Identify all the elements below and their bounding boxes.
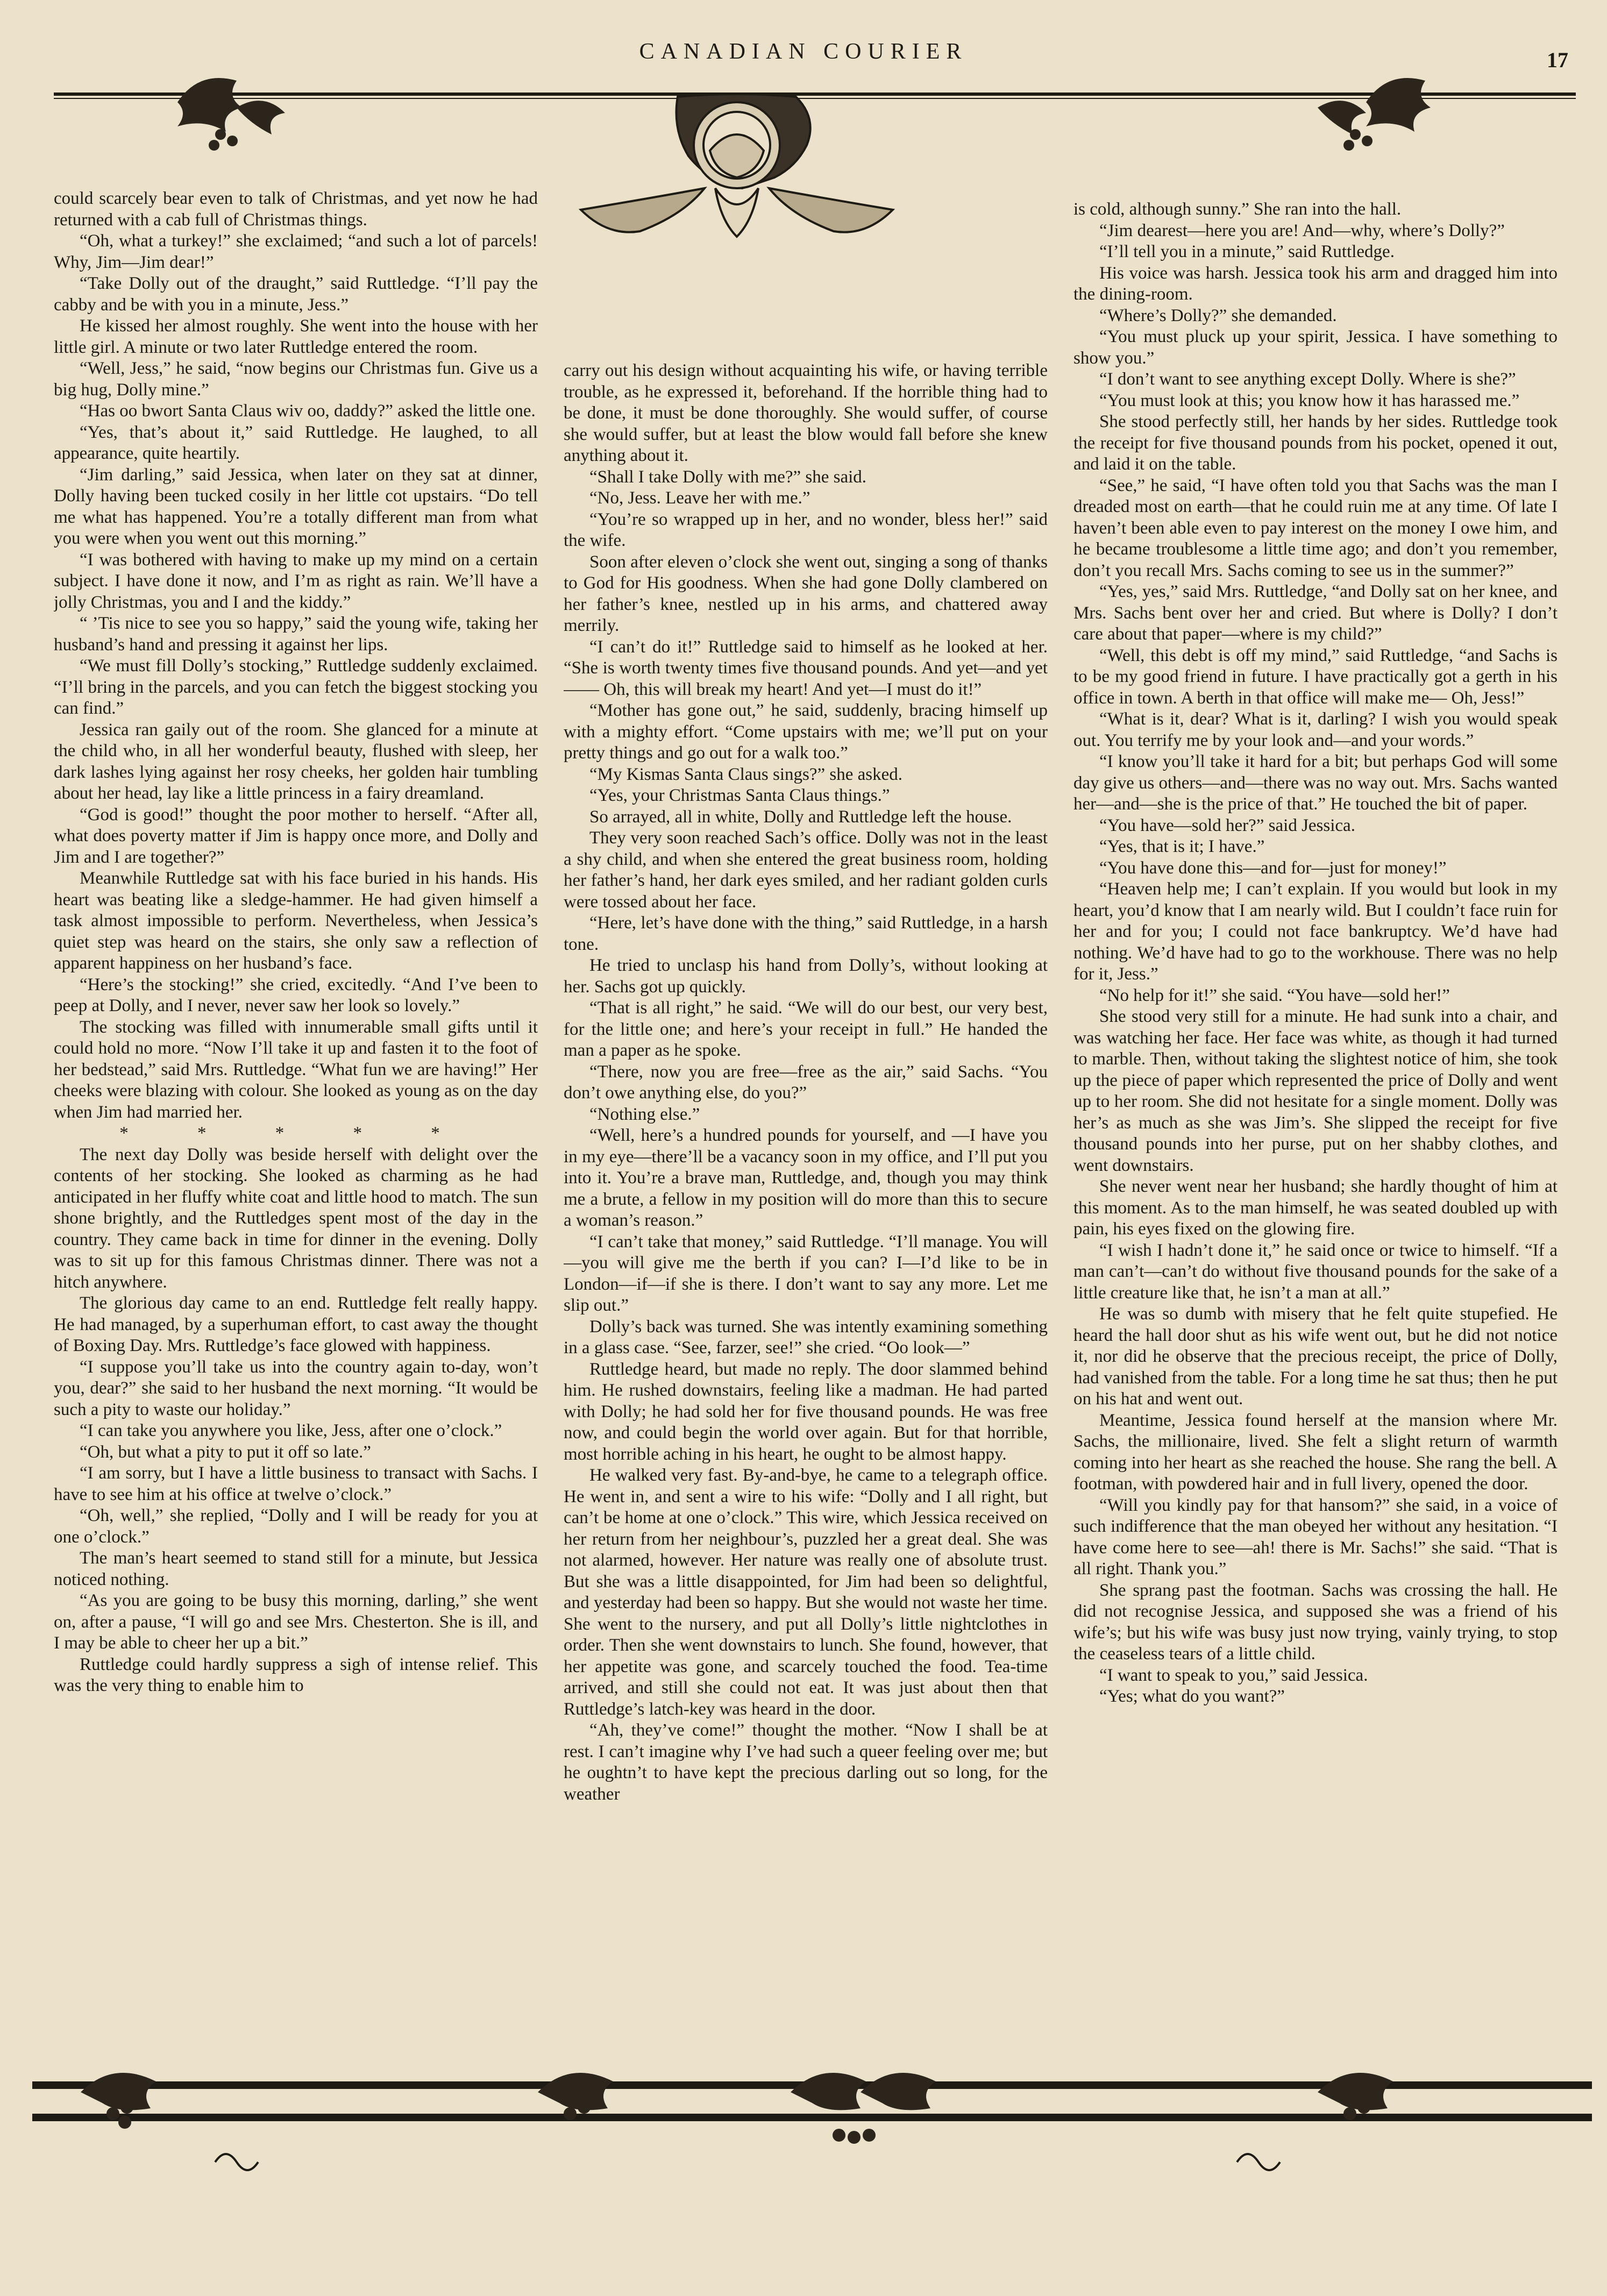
masthead: CANADIAN COURIER xyxy=(639,39,968,64)
paragraph: “I can’t do it!” Ruttledge said to himself as he looked at her. “She is worth twenty times five thousand pounds. And yet—and yet—— Oh, this will break my heart! And yet—I must do it!” xyxy=(564,637,1048,699)
paragraph: “You must look at this; you know how it has harassed me.” xyxy=(1099,390,1520,410)
page-number: 17 xyxy=(1547,48,1568,72)
paragraph: “Heaven help me; I can’t explain. If you would but look in my heart, you’d know that I am nearly wild. But I couldn’t face ruin for her and for you; I could not face bankruptcy. We’d have had nothing. We’d have had to go to the workhouse. There was no help for it, Jess.” xyxy=(1073,879,1558,984)
paragraph: She never went near her husband; she hardly thought of him at this moment. As to the man himself, he was seated doubled up with pain, his eyes fixed on the glowing fire. xyxy=(1073,1177,1558,1239)
paragraph: “There, now you are free—free as the air,” said Sachs. “You don’t owe anything else, do you?” xyxy=(564,1062,1048,1103)
paragraph: “What is it, dear? What is it, darling? I wish you would speak out. You terrify me by your look and—and your words.” xyxy=(1073,709,1558,750)
paragraph: “No, Jess. Leave her with me.” xyxy=(589,488,810,508)
paragraph: “Where’s Dolly?” she demanded. xyxy=(1099,305,1337,325)
paragraph: “Yes, that is it; I have.” xyxy=(1099,837,1265,856)
paragraph: “Here’s the stocking!” she cried, excitedly. “And I’ve been to peep at Dolly, and I never, never saw her look so lovely.” xyxy=(54,975,538,1015)
paragraph: “I don’t want to see anything except Dolly. Where is she?” xyxy=(1099,369,1516,389)
paragraph: So arrayed, all in white, Dolly and Ruttledge left the house. xyxy=(589,807,1012,827)
paragraph: They very soon reached Sach’s office. Dolly was not in the least a shy child, and when she entered the great business room, holding her father’s hand, her dark eyes smiled, and her radiant golden curls were tossed about her face. xyxy=(564,828,1048,912)
paragraph: “Well, this debt is off my mind,” said Ruttledge, “and Sachs is to be my good friend in future. I have practically got a gerth in his office in town. A berth in that office will make me— Oh, Jess!” xyxy=(1073,645,1558,708)
paragraph: He tried to unclasp his hand from Dolly’s, without looking at her. Sachs got up quickly. xyxy=(564,956,1048,997)
paragraph: “ ’Tis nice to see you so happy,” said the young wife, taking her husband’s hand and pressing it against her lips. xyxy=(54,614,538,655)
paragraph: “Will you kindly pay for that hansom?” she said, in a voice of such indifference that the man obeyed her without any hesitation. “I have come here to see—ah! there is Mr. Sachs!” she said. “That is all right. Thank you.” xyxy=(1073,1495,1558,1579)
holly-left-icon xyxy=(177,78,285,151)
paragraph: “I can’t take that money,” said Ruttledge. “I’ll manage. You will—you will give me the berth if you can? I—I’d like to be in London—if—if she is there. I don’t want to say any more. Let me slip out.” xyxy=(564,1232,1048,1315)
paragraph: is cold, although sunny.” She ran into the hall. xyxy=(1073,200,1402,219)
paragraph: Jessica ran gaily out of the room. She glanced for a minute at the child who, in all her wonderful beauty, flushed with sleep, her dark lashes lying against her rosy cheeks, her golden hair tumbling about her head, lay like a little princess in a fairy dreamland. xyxy=(54,720,538,803)
paragraph: “Oh, well,” she replied, “Dolly and I will be ready for you at one o’clock.” xyxy=(54,1506,538,1547)
paragraph: “You’re so wrapped up in her, and no wonder, bless her!” said the wife. xyxy=(564,509,1048,550)
paragraph: “Oh, but what a pity to put it off so late.” xyxy=(80,1442,371,1462)
paragraph: The glorious day came to an end. Ruttledge felt really happy. He had managed, by a superhuman effort, to cast away the thought of Boxing Day. Mrs. Ruttledge’s face glowed with happiness. xyxy=(54,1293,538,1355)
paragraph: His voice was harsh. Jessica took his arm and dragged him into the dining-room. xyxy=(1073,263,1558,304)
paragraph: “I know you’ll take it hard for a bit; but perhaps God will some day give us others—and—there was no way out. Mrs. Sachs wanted her—and—she is the price of that.” He touched the bit of paper. xyxy=(1073,752,1558,814)
paragraph: “Yes, that’s about it,” said Ruttledge. He laughed, to all appearance, quite heartily. xyxy=(54,422,538,463)
paragraph: Soon after eleven o’clock she went out, singing a song of thanks to God for His goodness. When she had gone Dolly clambered on her father’s knee, nestled up in his arms, and chattered away merrily. xyxy=(564,552,1048,635)
paragraph: “You have—sold her?” said Jessica. xyxy=(1099,815,1355,835)
paragraph: “I wish I hadn’t done it,” he said once or twice to himself. “If a man can’t—can’t do without five thousand pounds for the sake of a little creature like that, he isn’t a man at all.” xyxy=(1073,1240,1558,1303)
paragraph: “Take Dolly out of the draught,” said Ruttledge. “I’ll pay the cabby and be with you in a minute, Jess.” xyxy=(54,274,538,315)
paragraph: “Oh, what a turkey!” she exclaimed; “and such a lot of parcels! Why, Jim—Jim dear!” xyxy=(54,231,538,272)
paragraph: “Jim dearest—here you are! And—why, where’s Dolly?” xyxy=(1099,221,1505,240)
paragraph: “You must pluck up your spirit, Jessica. I have something to show you.” xyxy=(1073,327,1558,368)
scroll-flourish-icon xyxy=(215,2154,1280,2170)
paragraph: “See,” he said, “I have often told you that Sachs was the man I dreaded most on earth—that he could ruin me at any time. Of late I haven’t been able even to pay interest on the money I owe him, and he became troublesome a little time ago; and don’t you remember, don’t you recall Mrs. Sachs coming to see us in the summer?” xyxy=(1073,475,1558,580)
paragraph: She sprang past the footman. Sachs was crossing the hall. He did not recognise Jessica, and supposed she was a friend of his wife’s; but his wife was busy just now trying, vainly trying, to stop the ceaseless tears of a little child. xyxy=(1073,1580,1558,1664)
paragraph: He kissed her almost roughly. She went into the house with her little girl. A minute or two later Ruttledge entered the room. xyxy=(54,316,538,357)
paragraph: Dolly’s back was turned. She was intently examining something in a glass case. “See, farzer, see!” she cried. “Oo look—” xyxy=(564,1317,1048,1357)
paragraph: “Has oo bwort Santa Claus wiv oo, daddy?” asked the little one. xyxy=(80,401,536,421)
paragraph: He was so dumb with misery that he felt quite stupefied. He heard the hall door shut as his wife went out, but he did not notice it, nor did he observe that the precious receipt, the price of Dolly, had vanished from the table. For a long time he sat thus; then he put on his hat and went out. xyxy=(1073,1304,1558,1409)
paragraph: could scarcely bear even to talk of Christmas, and yet now he had returned with a cab full of Christmas things. xyxy=(54,189,538,230)
paragraph: Meanwhile Ruttledge sat with his face buried in his hands. His heart was beating like a sledge-hammer. He had given himself a task almost impossible to perform. Nevertheless, when Jessica’s quiet step was heard on the stairs, she only saw a reflection of apparent happiness on her husband’s face. xyxy=(54,869,538,973)
paragraph: He walked very fast. By-and-bye, he came to a telegraph office. He went in, and sent a wire to his wife: “Dolly and I all right, but can’t be home at one o’clock.” This wire, which Jessica received on her return from her neighbour’s, puzzled her a great deal. She was not alarmed, however. Her nature was really one of absolute trust. But she was a little disappointed, for Jim had been so delightful, and yesterday had been so happy. But she would not waste her time. She went to the nursery, and put all Dolly’s little nightclothes in order. Then she went downstairs to lunch. She found, however, that her appetite was gone, and scarcely touched the food. Tea-time arrived, and still she could not eat. It was just about then that Ruttledge’s latch-key was heard in the door. xyxy=(564,1466,1048,1719)
paragraph: “My Kismas Santa Claus sings?” she asked. xyxy=(589,764,902,784)
paragraph: “Here, let’s have done with the thing,” said Ruttledge, in a harsh tone. xyxy=(564,913,1048,954)
paragraph: “You have done this—and for—just for money!” xyxy=(1099,858,1447,878)
paragraph: “As you are going to be busy this morning, darling,” she went on, after a pause, “I will go and see Mrs. Chesterton. She is ill, and I may be able to cheer her up a bit.” xyxy=(54,1591,538,1653)
paragraph: “I was bothered with having to make up my mind on a certain subject. I have done it now, and I’m as right as rain. We’ll have a jolly Christmas, you and I and the kiddy.” xyxy=(54,550,538,612)
paragraph: “That is all right,” he said. “We will do our best, our very best, for the little one; and here’s your receipt in full.” He handed the man a paper as he spoke. xyxy=(564,998,1048,1060)
paragraph: “I can take you anywhere you like, Jess, after one o’clock.” xyxy=(80,1421,502,1440)
column-right xyxy=(1073,199,1558,1990)
column-middle xyxy=(564,360,1048,1990)
paragraph: Ruttledge could hardly suppress a sigh of intense relief. This was the very thing to enable him to xyxy=(54,1654,538,1695)
paragraph: “God is good!” thought the poor mother to herself. “After all, what does poverty matter if Jim is happy once more, and Dolly and Jim and I are together?” xyxy=(54,805,538,867)
paragraph: “Well, here’s a hundred pounds for yourself, and —I have you in my eye—there’ll be a vacancy soon in my office, and I’ll put you into it. You’re a brave man, Ruttledge, and, though you may think me a brute, a fellow in my position will do more than this to secure a woman’s reason.” xyxy=(564,1126,1048,1230)
top-rule-icon xyxy=(54,93,1576,99)
bottom-holly-ornament xyxy=(0,2038,1607,2200)
paragraph: “Shall I take Dolly with me?” she said. xyxy=(589,467,867,487)
paragraph: “Yes, your Christmas Santa Claus things.” xyxy=(589,786,890,805)
angel-vignette-icon xyxy=(581,94,893,237)
paragraph: “I’ll tell you in a minute,” said Ruttledge. xyxy=(1099,242,1395,261)
paragraph: “Yes, yes,” said Mrs. Ruttledge, “and Dolly sat on her knee, and Mrs. Sachs bent over her and cried. But where is Dolly? I don’t care about that paper—where is my child?” xyxy=(1073,582,1558,644)
paragraph: “Jim darling,” said Jessica, when later on they sat at dinner, Dolly having been tucked cosily in her little cot upstairs. “Do tell me what has happened. You’re a totally different man from what you were when you went out this morning.” xyxy=(54,465,538,548)
paragraph: “Yes; what do you want?” xyxy=(1099,1687,1285,1706)
paragraph: “I am sorry, but I have a little business to transact with Sachs. I have to see him at his office at twelve o’clock.” xyxy=(54,1463,538,1504)
paragraph: Ruttledge heard, but made no reply. The door slammed behind him. He rushed downstairs, feeling like a madman. He had parted with Dolly; he had sold her for five thousand pounds. He was free now, and could begin the world over again. But for that horrible, most horrible aching in his heart, he ought to be almost happy. xyxy=(564,1359,1048,1464)
paragraph: “I suppose you’ll take us into the country again to-day, won’t you, dear?” she said to her husband the next morning. “It would be such a pity to waste our holiday.” xyxy=(54,1357,538,1419)
paragraph: “I want to speak to you,” said Jessica. xyxy=(1099,1665,1368,1685)
paragraph: “Mother has gone out,” he said, suddenly, bracing himself up with a mighty effort. “Come upstairs with me; we’ll put on your pretty things and go out for a walk too.” xyxy=(564,701,1048,763)
paragraph: carry out his design without acquainting his wife, or having terrible trouble, as he expressed it, beforehand. If the horrible thing had to be done, it must be done thoroughly. She would suffer, of course she would suffer, but at least the blow would fall before she knew anything about it. xyxy=(564,361,1048,465)
paragraph: The next day Dolly was beside herself with delight over the contents of her stocking. She looked as charming as he had anticipated in her fluffy white coat and little hood to match. The sun shone brightly, and the Ruttledges spent most of the day in the country. They came back in time for dinner in the evening. Dolly was to sit up for this famous Christmas dinner. There was not a hitch anywhere. xyxy=(54,1145,538,1292)
paragraph: * * * * * xyxy=(119,1124,472,1143)
paragraph: She stood very still for a minute. He had sunk into a chair, and was watching her face. Her face was white, as though it had turned to marble. Then, without taking the slightest notice of him, she took up the piece of paper which represented the price of Dolly and went up to her room. She did not hesitate for a single moment. Dolly was her’s as much as she was Jim’s. She slipped the receipt for five thousand pounds into her purse, put on her shabby clothes, and went downstairs. xyxy=(1073,1007,1558,1175)
paragraph: “Nothing else.” xyxy=(589,1104,700,1124)
paragraph: “We must fill Dolly’s stocking,” Ruttledge suddenly exclaimed. “I’ll bring in the parcels, and you can fetch the biggest stocking you can find.” xyxy=(54,656,538,718)
paragraph: Meantime, Jessica found herself at the mansion where Mr. Sachs, the millionaire, lived. She felt a slight return of warmth coming into her heart as she reached the house. She rang the bell. A footman, with powdered hair and in full livery, opened the door. xyxy=(1073,1410,1558,1494)
paragraph: “Well, Jess,” he said, “now begins our Christmas fun. Give us a big hug, Dolly mine.” xyxy=(54,359,538,400)
paragraph: “Ah, they’ve come!” thought the mother. “Now I shall be at rest. I can’t imagine why I’ve had such a queer feeling over me; but he oughtn’t to have kept the precious darling out so long, for the weather xyxy=(564,1721,1048,1804)
paragraph: The stocking was filled with innumerable small gifts until it could hold no more. “Now I’ll take it up and fasten it to the foot of her bedstead,” said Mrs. Ruttledge. “What fun we are having!” Her cheeks were blazing with colour. She looked as young as on the day when Jim had married her. xyxy=(54,1017,538,1122)
holly-right-icon xyxy=(1318,78,1431,151)
paragraph: She stood perfectly still, her hands by her sides. Ruttledge took the receipt for five thousand pounds from his pocket, opened it out, and laid it on the table. xyxy=(1073,412,1558,474)
paragraph: The man’s heart seemed to stand still for a minute, but Jessica noticed nothing. xyxy=(54,1548,538,1589)
paragraph: “No help for it!” she said. “You have—sold her!” xyxy=(1099,985,1450,1005)
column-left xyxy=(54,188,538,1990)
